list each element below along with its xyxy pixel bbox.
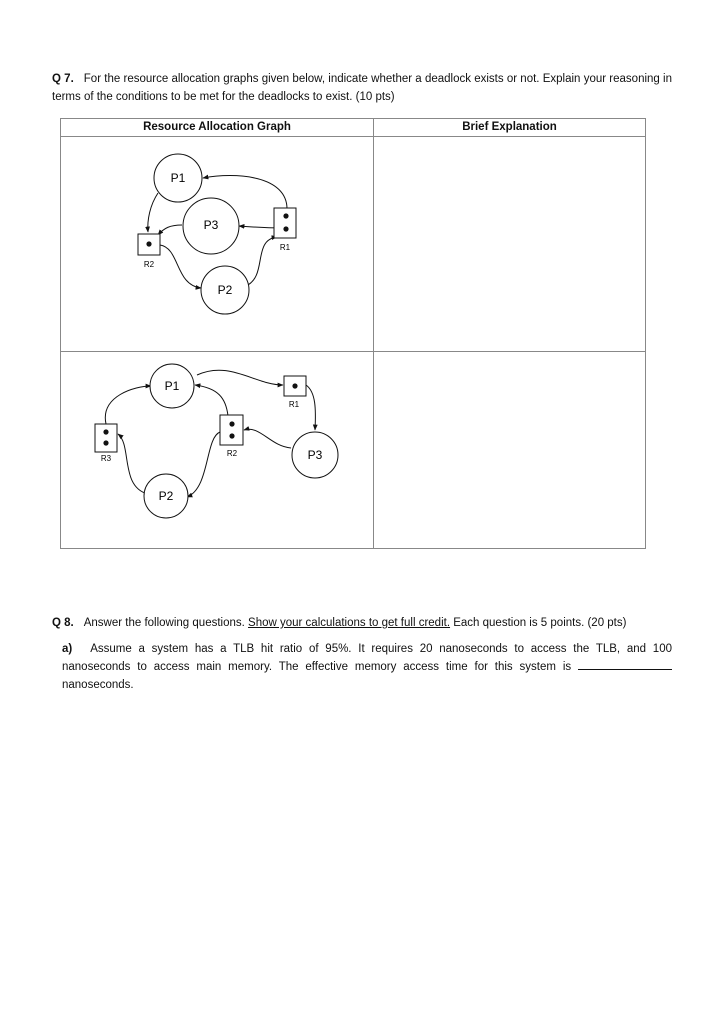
edge-r1-to-p3 — [306, 385, 315, 430]
question-8 — [52, 614, 672, 632]
edge-p3-to-r2 — [158, 225, 182, 235]
resource-r2-label: R2 — [226, 449, 238, 458]
process-p2-label: P2 — [158, 489, 174, 503]
process-p3-label: P3 — [203, 218, 219, 232]
answer-blank[interactable] — [578, 658, 672, 670]
resource-r2-label: R2 — [143, 260, 155, 269]
r2-instance-2 — [229, 433, 234, 438]
resource-r2 — [220, 415, 243, 445]
question-8-underlined: Show your calculations to get full credit. — [248, 617, 451, 629]
question-8-number: Q 8. — [52, 617, 74, 629]
graph-2 — [95, 364, 338, 518]
r2-instance-1 — [146, 241, 151, 246]
edge-p1-to-r1 — [197, 370, 283, 385]
edge-p1-to-r2 — [148, 193, 158, 232]
edge-r2-to-p2 — [160, 245, 201, 288]
edge-r3-to-p1 — [105, 386, 151, 424]
question-7-text: For the resource allocation graphs given below, indicate whether a deadlock exists or not. Explain your reasoning in terms of the conditions to be met for the deadlocks to exist. (10 pts) — [52, 73, 672, 103]
edge-r2-to-p1 — [195, 385, 228, 416]
r2-instance-1 — [229, 421, 234, 426]
process-p3-label: P3 — [307, 448, 323, 462]
edge-p2-to-r3 — [118, 434, 148, 494]
r1-instance-1 — [283, 213, 288, 218]
resource-r1-label: R1 — [288, 400, 300, 409]
process-p1-label: P1 — [170, 171, 186, 185]
question-7-number: Q 7. — [52, 73, 74, 85]
edge-p2-to-r1 — [246, 237, 277, 286]
r3-instance-2 — [103, 440, 108, 445]
question-8a-label: a) — [62, 643, 73, 655]
r1-instance-1 — [292, 383, 297, 388]
graph-1 — [138, 154, 296, 314]
question-8a-unit: nanoseconds. — [62, 679, 134, 691]
process-p2-label: P2 — [217, 283, 233, 297]
resource-r3 — [95, 424, 117, 452]
r1-instance-2 — [283, 226, 288, 231]
process-p1-label: P1 — [164, 379, 180, 393]
resource-r1 — [274, 208, 296, 238]
header-resource-allocation-graph: Resource Allocation Graph — [143, 121, 291, 133]
r3-instance-1 — [103, 429, 108, 434]
question-8a — [62, 640, 672, 694]
resource-r1-label: R1 — [279, 243, 291, 252]
question-8-text-after: Each question is 5 points. (20 pts) — [450, 617, 627, 629]
question-8-text-before: Answer the following questions. — [83, 617, 249, 629]
edge-r2-to-p2 — [187, 432, 220, 497]
resource-r3-label: R3 — [100, 454, 112, 463]
header-brief-explanation: Brief Explanation — [462, 121, 557, 133]
question-8a-text: Assume a system has a TLB hit ratio of 95%. It requires 20 nanoseconds to access the TLB, and 100 nanoseconds to access main memory. The effective memory access time for this system is — [62, 643, 672, 673]
edge-p3-to-r2 — [244, 429, 291, 448]
